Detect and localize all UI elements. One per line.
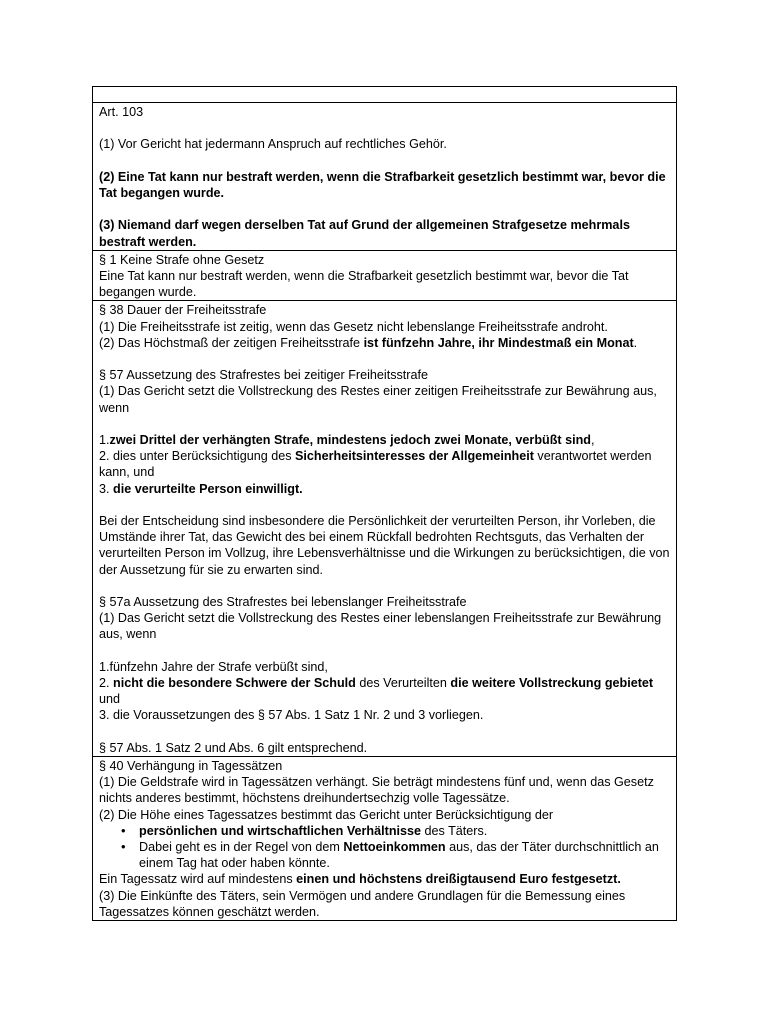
section-title: § 1 Keine Strafe ohne Gesetz [99,252,265,267]
s57-item-2: 2. dies unter Berücksichtigung des Sicherheitsinteresses der Allgemeinheit verantwortet werden kann, und [99,449,652,480]
article-title: Art. 103 [99,105,144,119]
section-title-s40: § 40 Verhängung in Tagessätzen [99,758,283,773]
section-title-s57a: § 57a Aussetzung des Strafrestes bei lebenslanger Freiheitsstrafe [99,594,467,609]
section-title-s57: § 57 Aussetzung des Strafrestes bei zeitiger Freiheitsstrafe [99,368,429,383]
law-text-table [92,86,677,921]
s57-paragraph-1: (1) Das Gericht setzt die Vollstreckung des Restes einer zeitigen Freiheitsstrafe zur Bewährung aus, wenn [99,384,657,415]
s57a-item-3: 3. die Voraussetzungen des § 57 Abs. 1 Satz 1 Nr. 2 und 3 vorliegen. [99,708,484,723]
cell-s1 [93,250,677,301]
s40-paragraph-2: (2) Die Höhe eines Tagessatzes bestimmt das Gericht unter Berücksichtigung der [99,807,554,822]
table-row-s1 [93,250,677,301]
s57a-paragraph-1: (1) Das Gericht setzt die Vollstreckung des Restes einer lebenslangen Freiheitsstrafe zur Bewährung aus, wenn [99,611,662,642]
section-text: Eine Tat kann nur bestraft werden, wenn die Strafbarkeit gesetzlich bestimmt war, bevor die Tat begangen wurde. [99,268,629,300]
s40-paragraph-3: Ein Tagessatz wird auf mindestens einen und höchstens dreißigtausend Euro festgesetzt. [99,872,621,887]
bullet-icon: • [121,822,126,838]
s57-item-1: 1.zwei Drittel der verhängten Strafe, mindestens jedoch zwei Monate, verbüßt sind, [99,432,595,447]
paragraph-2: (2) Eine Tat kann nur bestraft werden, wenn die Strafbarkeit gesetzlich bestimmt war, bevor die Tat begangen wurde. [99,169,666,200]
table-row-s40 [93,756,677,920]
list-item: • persönlichen und wirtschaftlichen Verhältnisse des Täters. [121,822,488,838]
s38-paragraph-2: (2) Das Höchstmaß der zeitigen Freiheitsstrafe ist fünfzehn Jahre, ihr Mindestmaß ein Monat. [99,335,638,350]
paragraph-1: (1) Vor Gericht hat jedermann Anspruch auf rechtliches Gehör. [99,137,447,152]
paragraph-3: (3) Niemand darf wegen derselben Tat auf Grund der allgemeinen Strafgesetze mehrmals bestraft werden. [99,218,630,249]
s57a-paragraph-2: § 57 Abs. 1 Satz 2 und Abs. 6 gilt entsprechend. [99,740,368,755]
cell-s40 [93,756,677,920]
s38-paragraph-1: (1) Die Freiheitsstrafe ist zeitig, wenn das Gesetz nicht lebenslange Freiheitsstrafe androht. [99,319,608,334]
empty-cell [93,87,677,103]
table-header-row [93,87,677,103]
table-row-s38-s57-s57a [93,301,677,757]
cell-art103 [93,103,677,251]
s57-item-3: 3. die verurteilte Person einwilligt. [99,481,303,496]
table-row-art103 [93,103,677,251]
s57a-item-1: 1.fünfzehn Jahre der Strafe verbüßt sind, [99,659,328,674]
cell-s38-s57-s57a [93,301,677,757]
s40-paragraph-1: (1) Die Geldstrafe wird in Tagessätzen verhängt. Sie beträgt mindestens fünf und, wenn das Gesetz nichts anderes bestimmt, höchstens dreihundertsechzig volle Tagessätze. [99,775,654,806]
bullet-icon: • [121,839,126,854]
list-item: • Dabei geht es in der Regel von dem Nettoeinkommen aus, das der Täter durchschnittlich an einem Tag hat oder haben könnte. [121,839,659,871]
s40-paragraph-4: (3) Die Einkünfte des Täters, sein Vermögen und andere Grundlagen für die Bemessung eines Tagessatzes können geschätzt werden. [99,888,626,919]
s57a-item-2: 2. nicht die besondere Schwere der Schuld des Verurteilten die weitere Vollstreckung gebietet und [99,675,654,707]
section-title-s38: § 38 Dauer der Freiheitsstrafe [99,303,267,318]
s40-bullet-list [99,823,670,872]
s57-paragraph-2: Bei der Entscheidung sind insbesondere die Persönlichkeit der verurteilten Person, ihr Vorleben, die Umstände ihrer Tat, das Gewicht des bei einem Rückfall bedrohten Rechtsguts, das Verhalten der verurteilten Person im Vollzug, ihre Lebensverhältnisse und die Wirkungen zu berücksichtigen, die von der Aussetzung für sie zu erwarten sind. [99,513,670,577]
